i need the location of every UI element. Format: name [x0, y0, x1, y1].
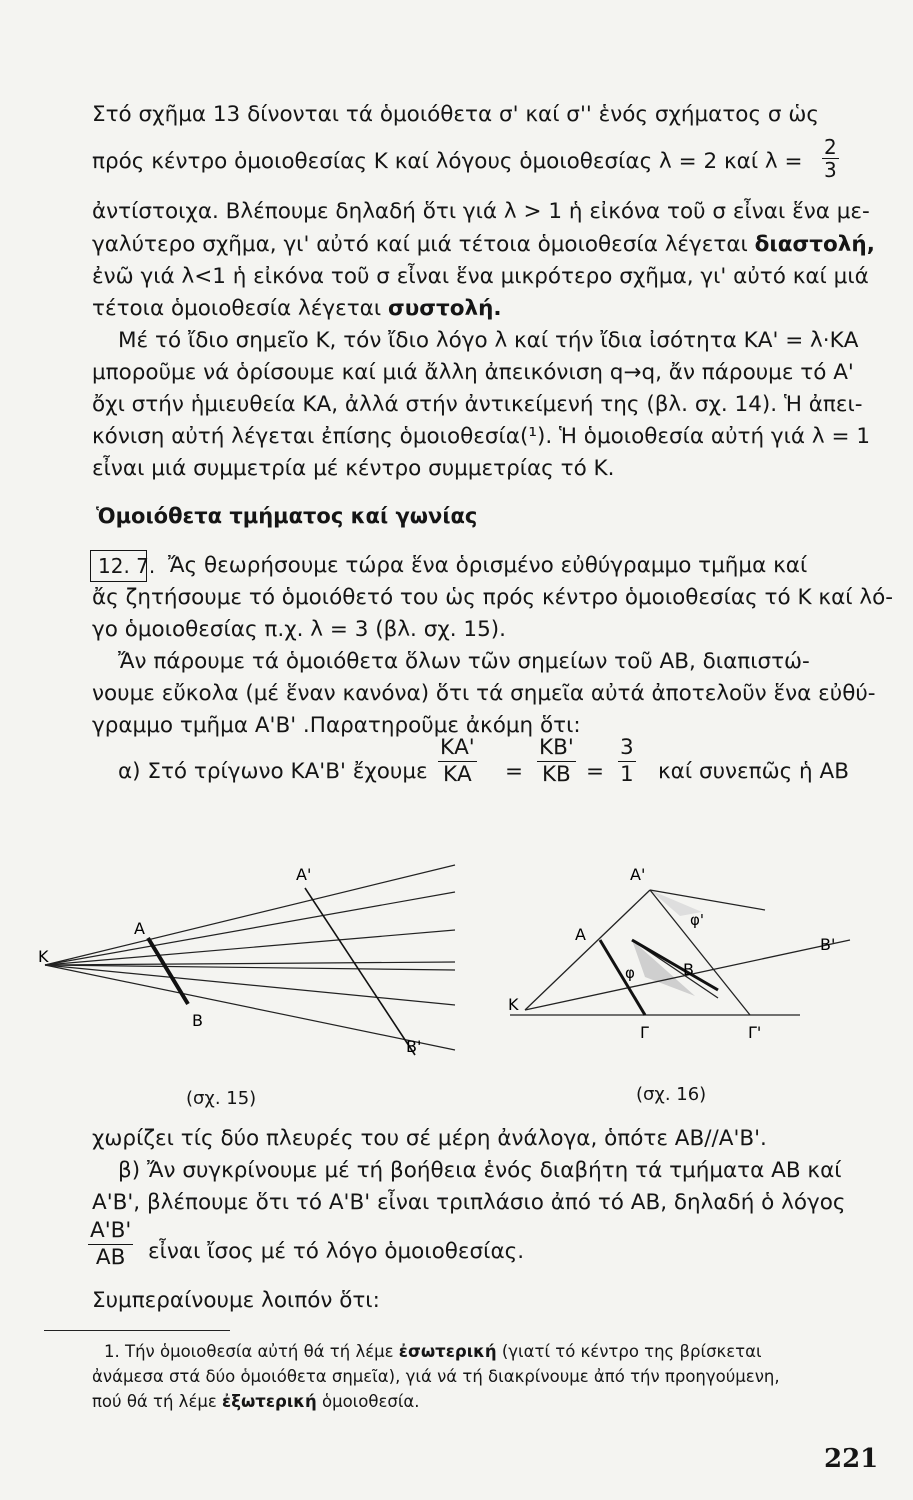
section-line3: γο ὁμοιοθεσίας π.χ. λ = 3 (βλ. σχ. 15). — [92, 617, 507, 642]
para2-line4: κόνιση αὐτή λέγεται ἐπίσης ὁμοιοθεσία(¹). Ἡ ὁμοιοθεσία αὐτή γιά λ = 1 — [92, 424, 871, 449]
fig16-label-A: Α — [575, 925, 586, 944]
fig16-label-G: Γ — [640, 1023, 649, 1042]
fig15-ray-KB — [45, 965, 455, 1050]
para1-line4: γαλύτερο σχῆμα, γι' αὐτό καί μιά τέτοια ὁμοιοθεσία λέγεται διαστολή, — [92, 232, 875, 257]
fig15-ray-3 — [45, 930, 455, 965]
para3-line2: νουμε εὔκολα (μέ ἕναν κανόνα) ὅτι τά σημεῖα αὐτά ἀποτελοῦν ἕνα εὐθύ- — [92, 681, 876, 706]
para1-line2: πρός κέντρο ὁμοιοθεσίας Κ καί λόγους ὁμοιοθεσίας λ = 2 καί λ = — [92, 149, 803, 174]
para1-line1: Στό σχῆμα 13 δίνονται τά ὁμοιόθετα σ' καί σ'' ἑνός σχήματος σ ὡς — [92, 102, 819, 127]
beta-line3: εἶναι ἴσος μέ τό λόγο ὁμοιοθεσίας. — [148, 1239, 525, 1264]
fig15-ray-4 — [45, 965, 455, 970]
equals-2: = — [586, 759, 605, 784]
fig16-label-phi2: φ' — [690, 911, 705, 929]
fig15-segment-AB — [148, 938, 188, 1004]
fig15-ray-6 — [45, 962, 455, 965]
footnote-rule — [44, 1330, 230, 1331]
term-diastoli: διαστολή, — [754, 232, 875, 257]
footnote-line3: πού θά τή λέμε ἐξωτερική ὁμοιοθεσία. — [92, 1392, 420, 1411]
alpha-suffix: καί συνεπῶς ἡ ΑΒ — [658, 759, 849, 784]
figure-15 — [30, 850, 470, 1070]
fig15-label-B2: Β' — [406, 1037, 422, 1056]
fig15-ray-2 — [45, 892, 455, 965]
fraction-A2B2-AB: $\frac{A'B'}{AB}$ — [90, 1218, 132, 1270]
section-heading: Ὁμοιόθετα τμήματος καί γωνίας — [96, 504, 478, 528]
after-line1: χωρίζει τίς δύο πλευρές του σέ μέρη ἀνάλογα, ὁπότε ΑΒ//Α'Β'. — [92, 1126, 767, 1151]
equals-1: = — [505, 759, 524, 784]
footnote-line1: 1. Τήν ὁμοιοθεσία αὐτή θά τή λέμε ἐσωτερική (γιατί τό κέντρο της βρίσκεται — [104, 1342, 762, 1361]
para2-line3: ὄχι στήν ἡμιευθεία ΚΑ, ἀλλά στήν ἀντικείμενή της (βλ. σχ. 14). Ἡ ἀπει- — [92, 392, 863, 417]
alpha-prefix: α) Στό τρίγωνο ΚΑ'Β' ἔχουμε — [118, 759, 428, 784]
conclusion-line: Συμπεραίνουμε λοιπόν ὅτι: — [92, 1288, 380, 1313]
fraction-KA2-KA: $\frac{KA'}{KA}$ — [440, 735, 475, 787]
fig15-caption: (σχ. 15) — [186, 1088, 257, 1109]
para2-line1: Μέ τό ἴδιο σημεῖο Κ, τόν ἴδιο λόγο λ καί τήν ἴδια ἰσότητα ΚΑ' = λ·ΚΑ — [118, 328, 859, 353]
term-systoli: συστολή. — [387, 296, 502, 321]
fig16-label-phi: φ — [625, 964, 635, 982]
para2-line2: μποροῦμε νά ὁρίσουμε καί μιά ἄλλη ἀπεικόνιση q→q, ἄν πάρουμε τό Α' — [92, 360, 854, 385]
fig16-label-B2: Β' — [820, 935, 836, 954]
para2-line5: εἶναι μιά συμμετρία μέ κέντρο συμμετρίας τό Κ. — [92, 456, 615, 481]
section-line2: ἄς ζητήσουμε τό ὁμοιόθετό του ὡς πρός κέντρο ὁμοιοθεσίας τό Κ καί λό- — [92, 585, 894, 610]
fig15-label-K: Κ — [38, 947, 49, 966]
fig15-label-A: Α — [134, 919, 145, 938]
fig15-label-A2: Α' — [296, 865, 312, 884]
fraction-KB2-KB: $\frac{KB'}{KB}$ — [539, 735, 574, 787]
fraction-two-thirds: $\frac{2}{3}$ — [824, 135, 837, 182]
para3-line3: γραμμο τμῆμα Α'Β' .Παρατηροῦμε ἀκόμη ὅτι: — [92, 713, 581, 738]
section-number: 12. 7. — [98, 554, 156, 578]
fraction-three-one: $\frac{3}{1}$ — [620, 735, 634, 787]
fig16-label-A2: Α' — [630, 865, 646, 884]
fig16-label-B: Β — [683, 960, 694, 979]
para1-line6: τέτοια ὁμοιοθεσία λέγεται συστολή. — [92, 296, 502, 321]
fig16-label-K: Κ — [508, 995, 519, 1014]
para1-line5: ἐνῶ γιά λ<1 ἡ εἰκόνα τοῦ σ εἶναι ἕνα μικρότερο σχῆμα, γι' αὐτό καί μιά — [92, 264, 869, 289]
para1-line3: ἀντίστοιχα. Βλέπουμε δηλαδή ὅτι γιά λ > 1 ἡ εἰκόνα τοῦ σ εἶναι ἕνα με- — [92, 199, 870, 224]
figure-16 — [490, 860, 870, 1060]
fig15-label-B: Β — [192, 1011, 203, 1030]
fig15-ray-1 — [45, 865, 455, 965]
fig16-caption: (σχ. 16) — [636, 1084, 707, 1105]
fig15-ray-5 — [45, 965, 455, 1005]
beta-line1: β) Ἄν συγκρίνουμε μέ τή βοήθεια ἑνός διαβήτη τά τμήματα ΑΒ καί — [118, 1158, 842, 1183]
page-number: 221 — [824, 1444, 879, 1474]
footnote-line2: ἀνάμεσα στά δύο ὁμοιόθετα σημεῖα), γιά νά τή διακρίνουμε ἀπό τήν προηγούμενη, — [92, 1367, 780, 1386]
section-line1: Ἄς θεωρήσουμε τώρα ἕνα ὁρισμένο εὐθύγραμμο τμῆμα καί — [168, 553, 808, 578]
fig16-line-A2G2 — [650, 890, 750, 1015]
beta-line2: Α'Β', βλέπουμε ὅτι τό Α'Β' εἶναι τριπλάσιο ἀπό τό ΑΒ, δηλαδή ὁ λόγος — [92, 1190, 846, 1215]
fig16-label-G2: Γ' — [748, 1023, 762, 1042]
para3-line1: Ἄν πάρουμε τά ὁμοιόθετα ὅλων τῶν σημείων τοῦ ΑΒ, διαπιστώ- — [118, 649, 810, 674]
